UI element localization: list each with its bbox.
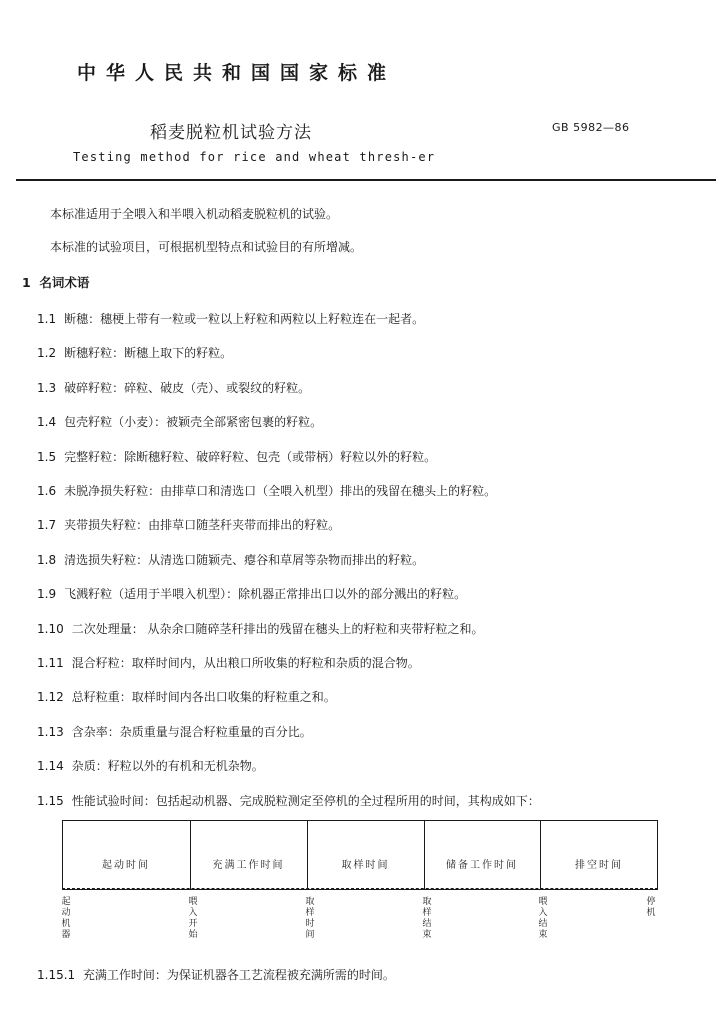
timeline-tick-label: 取样结束 xyxy=(422,897,432,940)
intro-paragraph: 本标准适用于全喂入和半喂入机动稻麦脱粒机的试验。 xyxy=(50,207,339,221)
term-number: 1.8 xyxy=(37,552,57,567)
section-number: 1 xyxy=(22,275,31,290)
term-number: 1.14 xyxy=(37,759,64,774)
segment-label: 排空时间 xyxy=(575,860,623,871)
timeline-tick-label: 取样时间 xyxy=(305,897,315,940)
term-number: 1.1 xyxy=(37,312,57,326)
term-number: 1.10 xyxy=(37,621,64,636)
intro-paragraph: 本标准的试验项目，可根据机型特点和试验目的有所增减。 xyxy=(50,240,363,254)
term-item xyxy=(37,482,496,499)
term-text: 未脱净损失籽粒：由排草口和清选口（全喂入机型）排出的残留在穗头上的籽粒。 xyxy=(64,484,497,498)
term-item xyxy=(37,620,484,637)
issuing-organization: 中华人民共和国国家标准 xyxy=(77,62,397,84)
clause-number: 1.15.1 xyxy=(37,968,76,982)
term-number: 1.3 xyxy=(37,380,57,395)
term-item xyxy=(37,516,340,533)
term-text: 断穗籽粒：断穗上取下的籽粒。 xyxy=(64,346,233,361)
segment-label: 起动时间 xyxy=(102,860,150,871)
term-number: 1.12 xyxy=(37,690,64,705)
term-item xyxy=(37,448,436,465)
timeline-tick-label: 喂入结束 xyxy=(538,897,548,940)
term-text: 夹带损失籽粒：由排草口随茎秆夹带而排出的籽粒。 xyxy=(64,518,341,533)
term-item xyxy=(37,585,466,602)
term-item xyxy=(37,792,540,809)
timeline-tick-label: 起动机器 xyxy=(61,897,71,940)
time-segment xyxy=(190,820,307,890)
term-number: 1.15 xyxy=(37,793,64,808)
segment-divider xyxy=(424,820,425,890)
term-number: 1.11 xyxy=(37,656,64,670)
term-text: 完整籽粒：除断穗籽粒、破碎籽粒、包壳（或带柄）籽粒以外的籽粒。 xyxy=(64,449,437,464)
term-text: 断穗：穗梗上带有一粒或一粒以上籽粒和两粒以上籽粒连在一起者。 xyxy=(64,312,425,326)
section-heading xyxy=(22,273,89,291)
term-number: 1.6 xyxy=(37,484,57,498)
term-item xyxy=(37,344,232,361)
segment-label: 储备工作时间 xyxy=(446,860,518,871)
term-number: 1.9 xyxy=(37,587,57,602)
standard-code: GB 5982—86 xyxy=(552,121,630,134)
segment-label: 取样时间 xyxy=(341,860,390,871)
segment-label: 充满工作时间 xyxy=(212,860,285,871)
term-item xyxy=(37,413,322,430)
header-rule xyxy=(16,179,716,181)
term-number: 1.7 xyxy=(37,518,57,533)
term-number: 1.4 xyxy=(37,415,57,430)
timeline-tick-label: 停机 xyxy=(646,897,656,918)
term-number: 1.13 xyxy=(37,724,64,739)
term-text: 混合籽粒：取样时间内，从出粮口所收集的籽粒和杂质的混合物。 xyxy=(71,656,420,670)
term-item xyxy=(37,688,336,705)
term-text: 含杂率：杂质重量与混合籽粒重量的百分比。 xyxy=(71,724,312,739)
term-text: 清选损失籽粒：从清选口随颖壳、瘪谷和草屑等杂物而排出的籽粒。 xyxy=(64,552,425,567)
term-text: 飞溅籽粒（适用于半喂入机型）：除机器正常排出口以外的部分溅出的籽粒。 xyxy=(64,587,467,602)
term-number: 1.2 xyxy=(37,346,57,361)
english-title: Testing method for rice and wheat thresh-er xyxy=(73,150,436,164)
timeline-tick-label: 喂入开始 xyxy=(188,897,198,940)
term-item xyxy=(37,723,312,740)
term-text: 总籽粒重：取样时间内各出口收集的籽粒重之和。 xyxy=(71,690,336,705)
time-segment xyxy=(307,820,424,890)
term-text: 包壳籽粒（小麦）：被颖壳全部紧密包裹的籽粒。 xyxy=(64,415,323,430)
term-item xyxy=(37,551,424,568)
term-text: 性能试验时间：包括起动机器、完成脱粒测定至停机的全过程所用的时间，其构成如下： xyxy=(71,793,540,808)
term-text: 二次处理量： 从杂余口随碎茎秆排出的残留在穗头上的籽粒和夹带籽粒之和。 xyxy=(71,621,484,636)
time-segment xyxy=(62,820,190,890)
time-composition-diagram xyxy=(62,820,658,890)
term-item xyxy=(37,757,264,774)
segment-divider xyxy=(307,820,308,890)
time-segment xyxy=(424,820,540,890)
term-item xyxy=(37,379,310,396)
segment-divider xyxy=(190,820,191,890)
segment-divider xyxy=(540,820,541,890)
term-item xyxy=(37,654,420,671)
term-item xyxy=(37,310,424,327)
clause-text: 充满工作时间：为保证机器各工艺流程被充满所需的时间。 xyxy=(82,968,395,982)
term-text: 杂质：籽粒以外的有机和无机杂物。 xyxy=(71,759,264,774)
standard-title: 稻麦脱粒机试验方法 xyxy=(150,123,312,143)
timeline-axis xyxy=(62,888,658,894)
time-segment xyxy=(540,820,658,890)
term-text: 破碎籽粒：碎粒、破皮（壳）、或裂纹的籽粒。 xyxy=(64,380,311,395)
clause-1-15-1 xyxy=(37,966,395,983)
term-number: 1.5 xyxy=(37,449,57,464)
section-title: 名词术语 xyxy=(39,275,90,290)
